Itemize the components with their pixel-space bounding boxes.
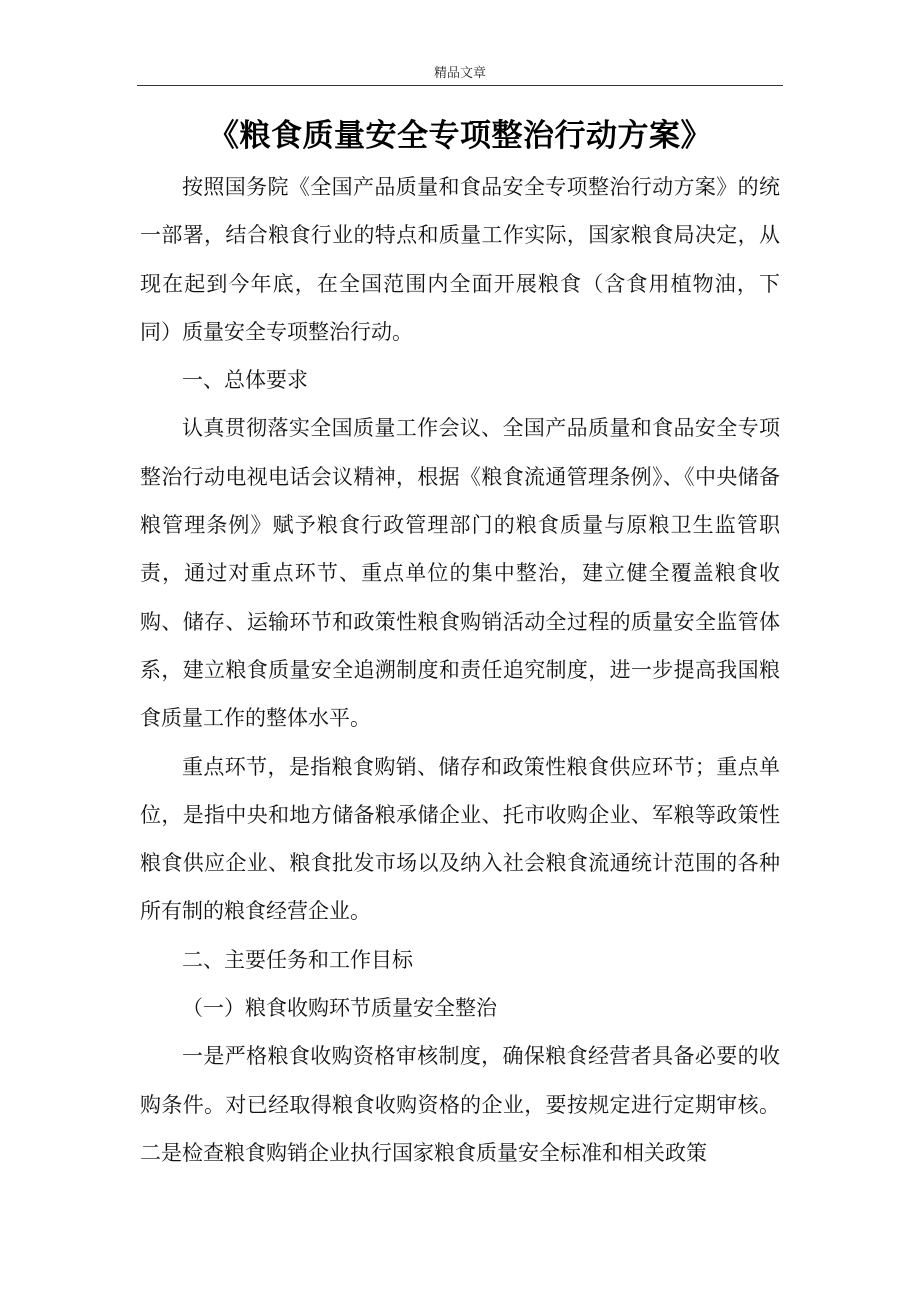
paragraph-requirements: 认真贯彻落实全国质量工作会议、全国产品质量和食品安全专项整治行动电视电话会议精神，根据《粮食流通管理条例》、《中央储备粮管理条例》赋予粮食行政管理部门的粮食质量与原粮卫生监管职责，通过对重点环节、重点单位的集中整治，建立健全覆盖粮食收购、储存、运输环节和政策性粮食购销活动全过程的质量安全监管体系，建立粮食质量安全追溯制度和责任追究制度，进一步提高我国粮食质量工作的整体水平。 [140,416,780,731]
document-body [140,163,780,1177]
header-divider [137,85,783,86]
paragraph-acquisition: 一是严格粮食收购资格审核制度，确保粮食经营者具备必要的收购条件。对已经取得粮食收购资格的企业，要按规定进行定期审核。二是检查粮食购销企业执行国家粮食质量安全标准和相关政策 [140,1044,780,1165]
document-title: 《粮食质量安全专项整治行动方案》 [208,118,712,154]
paragraph-intro: 按照国务院《全国产品质量和食品安全专项整治行动方案》的统一部署，结合粮食行业的特点和质量工作实际，国家粮食局决定，从现在起到今年底，在全国范围内全面开展粮食（含食用植物油，下同）质量安全专项整治行动。 [140,175,780,344]
section-heading-2: 二、主要任务和工作目标 [182,947,413,972]
section-heading-1: 一、总体要求 [182,368,308,393]
page-header: 精品文章 [433,66,486,81]
paragraph-key-links: 重点环节，是指粮食购销、储存和政策性粮食供应环节；重点单位，是指中央和地方储备粮承储企业、托市收购企业、军粮等政策性粮食供应企业、粮食批发市场以及纳入社会粮食流通统计范围的各种所有制的粮食经营企业。 [140,754,780,924]
subsection-heading-1: （一）粮食收购环节质量安全整治 [182,996,497,1021]
